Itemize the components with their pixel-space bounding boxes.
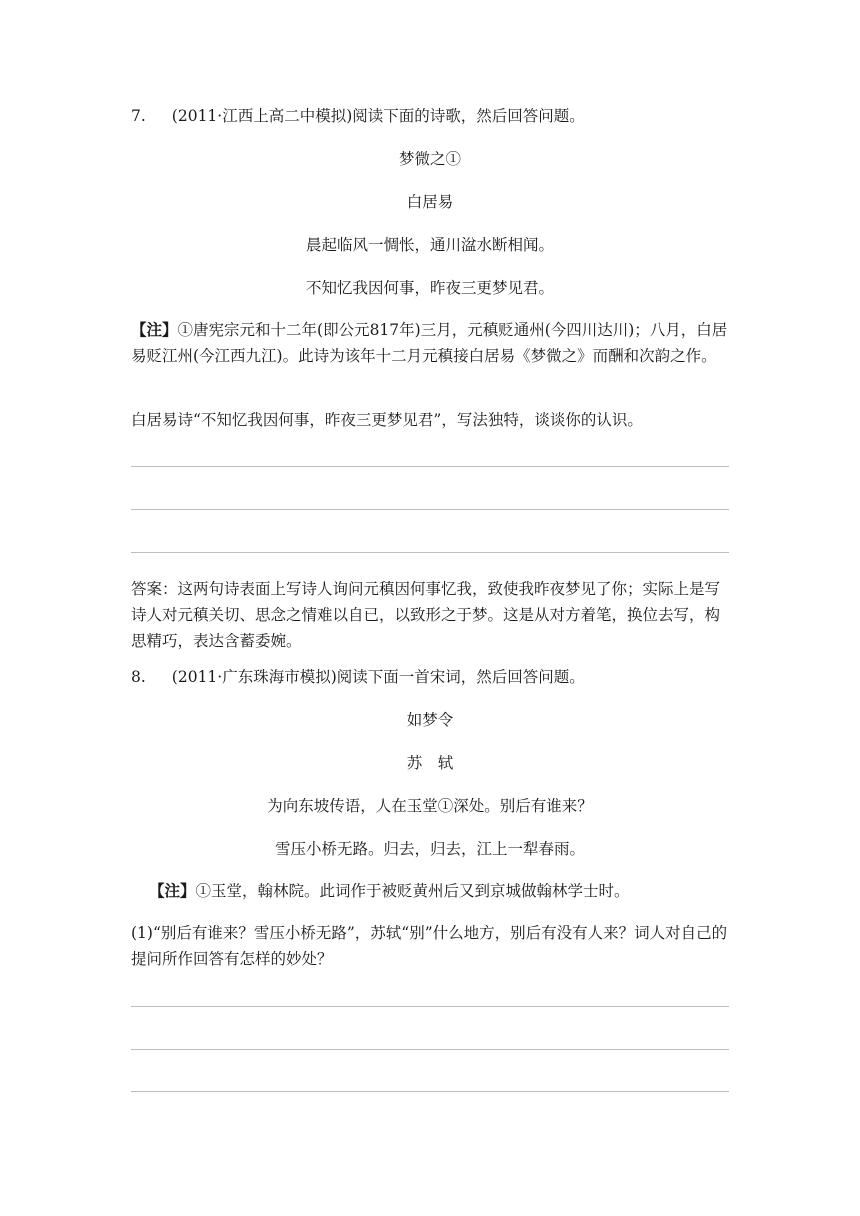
question-number: 8. bbox=[131, 668, 146, 686]
poem-note bbox=[131, 317, 729, 369]
question-8-intro bbox=[131, 664, 729, 690]
poem-title: 如梦令 bbox=[406, 711, 454, 729]
answer-text: 答案：这两句诗表面上写诗人询问元稹因何事忆我，致使我昨夜梦见了你；实际上是写诗人对元稹关切、思念之情难以自已，以致形之于梦。这是从对方着笔，换位去写，构思精巧，表达含蓄委婉。 bbox=[131, 580, 721, 650]
poem-line: 为向东坡传语，人在玉堂①深处。别后有谁来？ bbox=[267, 797, 593, 815]
question-number: 7. bbox=[131, 107, 146, 125]
note-text: ①玉堂，翰林院。此词作于被贬黄州后又到京城做翰林学士时。 bbox=[195, 882, 630, 900]
note-tag: 【注】 bbox=[149, 881, 196, 900]
answer-line[interactable] bbox=[131, 1006, 729, 1007]
question-source: (2011·广东珠海市模拟)阅读下面一首宋词，然后回答问题。 bbox=[171, 668, 585, 686]
poem-author: 苏 轼 bbox=[406, 754, 454, 772]
question-source: (2011·江西上高二中模拟)阅读下面的诗歌，然后回答问题。 bbox=[171, 107, 585, 125]
answer-line[interactable] bbox=[131, 1049, 729, 1050]
answer-line[interactable] bbox=[131, 1091, 729, 1092]
poem-title: 梦微之① bbox=[398, 150, 461, 168]
poem-note bbox=[131, 878, 747, 904]
question-prompt: (1)“别后有谁来？雪压小桥无路”，苏轼“别”什么地方，别后有没有人来？词人对自己的提问所作回答有怎样的妙处？ bbox=[131, 924, 728, 968]
answer-line[interactable] bbox=[131, 509, 729, 510]
question-prompt: 白居易诗“不知忆我因何事，昨夜三更梦见君”，写法独特，谈谈你的认识。 bbox=[131, 411, 643, 429]
answer-line[interactable] bbox=[131, 466, 729, 467]
question-7-intro bbox=[131, 103, 729, 129]
note-text: ①唐宪宗元和十二年(即公元817年)三月，元稹贬通州(今四川达川)；八月，白居易贬江州(今江西九江)。此诗为该年十二月元稹接白居易《梦微之》而酬和次韵之作。 bbox=[131, 321, 728, 365]
answer-line[interactable] bbox=[131, 552, 729, 553]
poem-line: 不知忆我因何事，昨夜三更梦见君。 bbox=[305, 279, 554, 297]
poem-line: 雪压小桥无路。归去，归去，江上一犁春雨。 bbox=[274, 840, 585, 858]
poem-author: 白居易 bbox=[406, 193, 454, 211]
poem-line: 晨起临风一惆怅，通川湓水断相闻。 bbox=[305, 236, 554, 254]
note-tag: 【注】 bbox=[131, 320, 178, 339]
